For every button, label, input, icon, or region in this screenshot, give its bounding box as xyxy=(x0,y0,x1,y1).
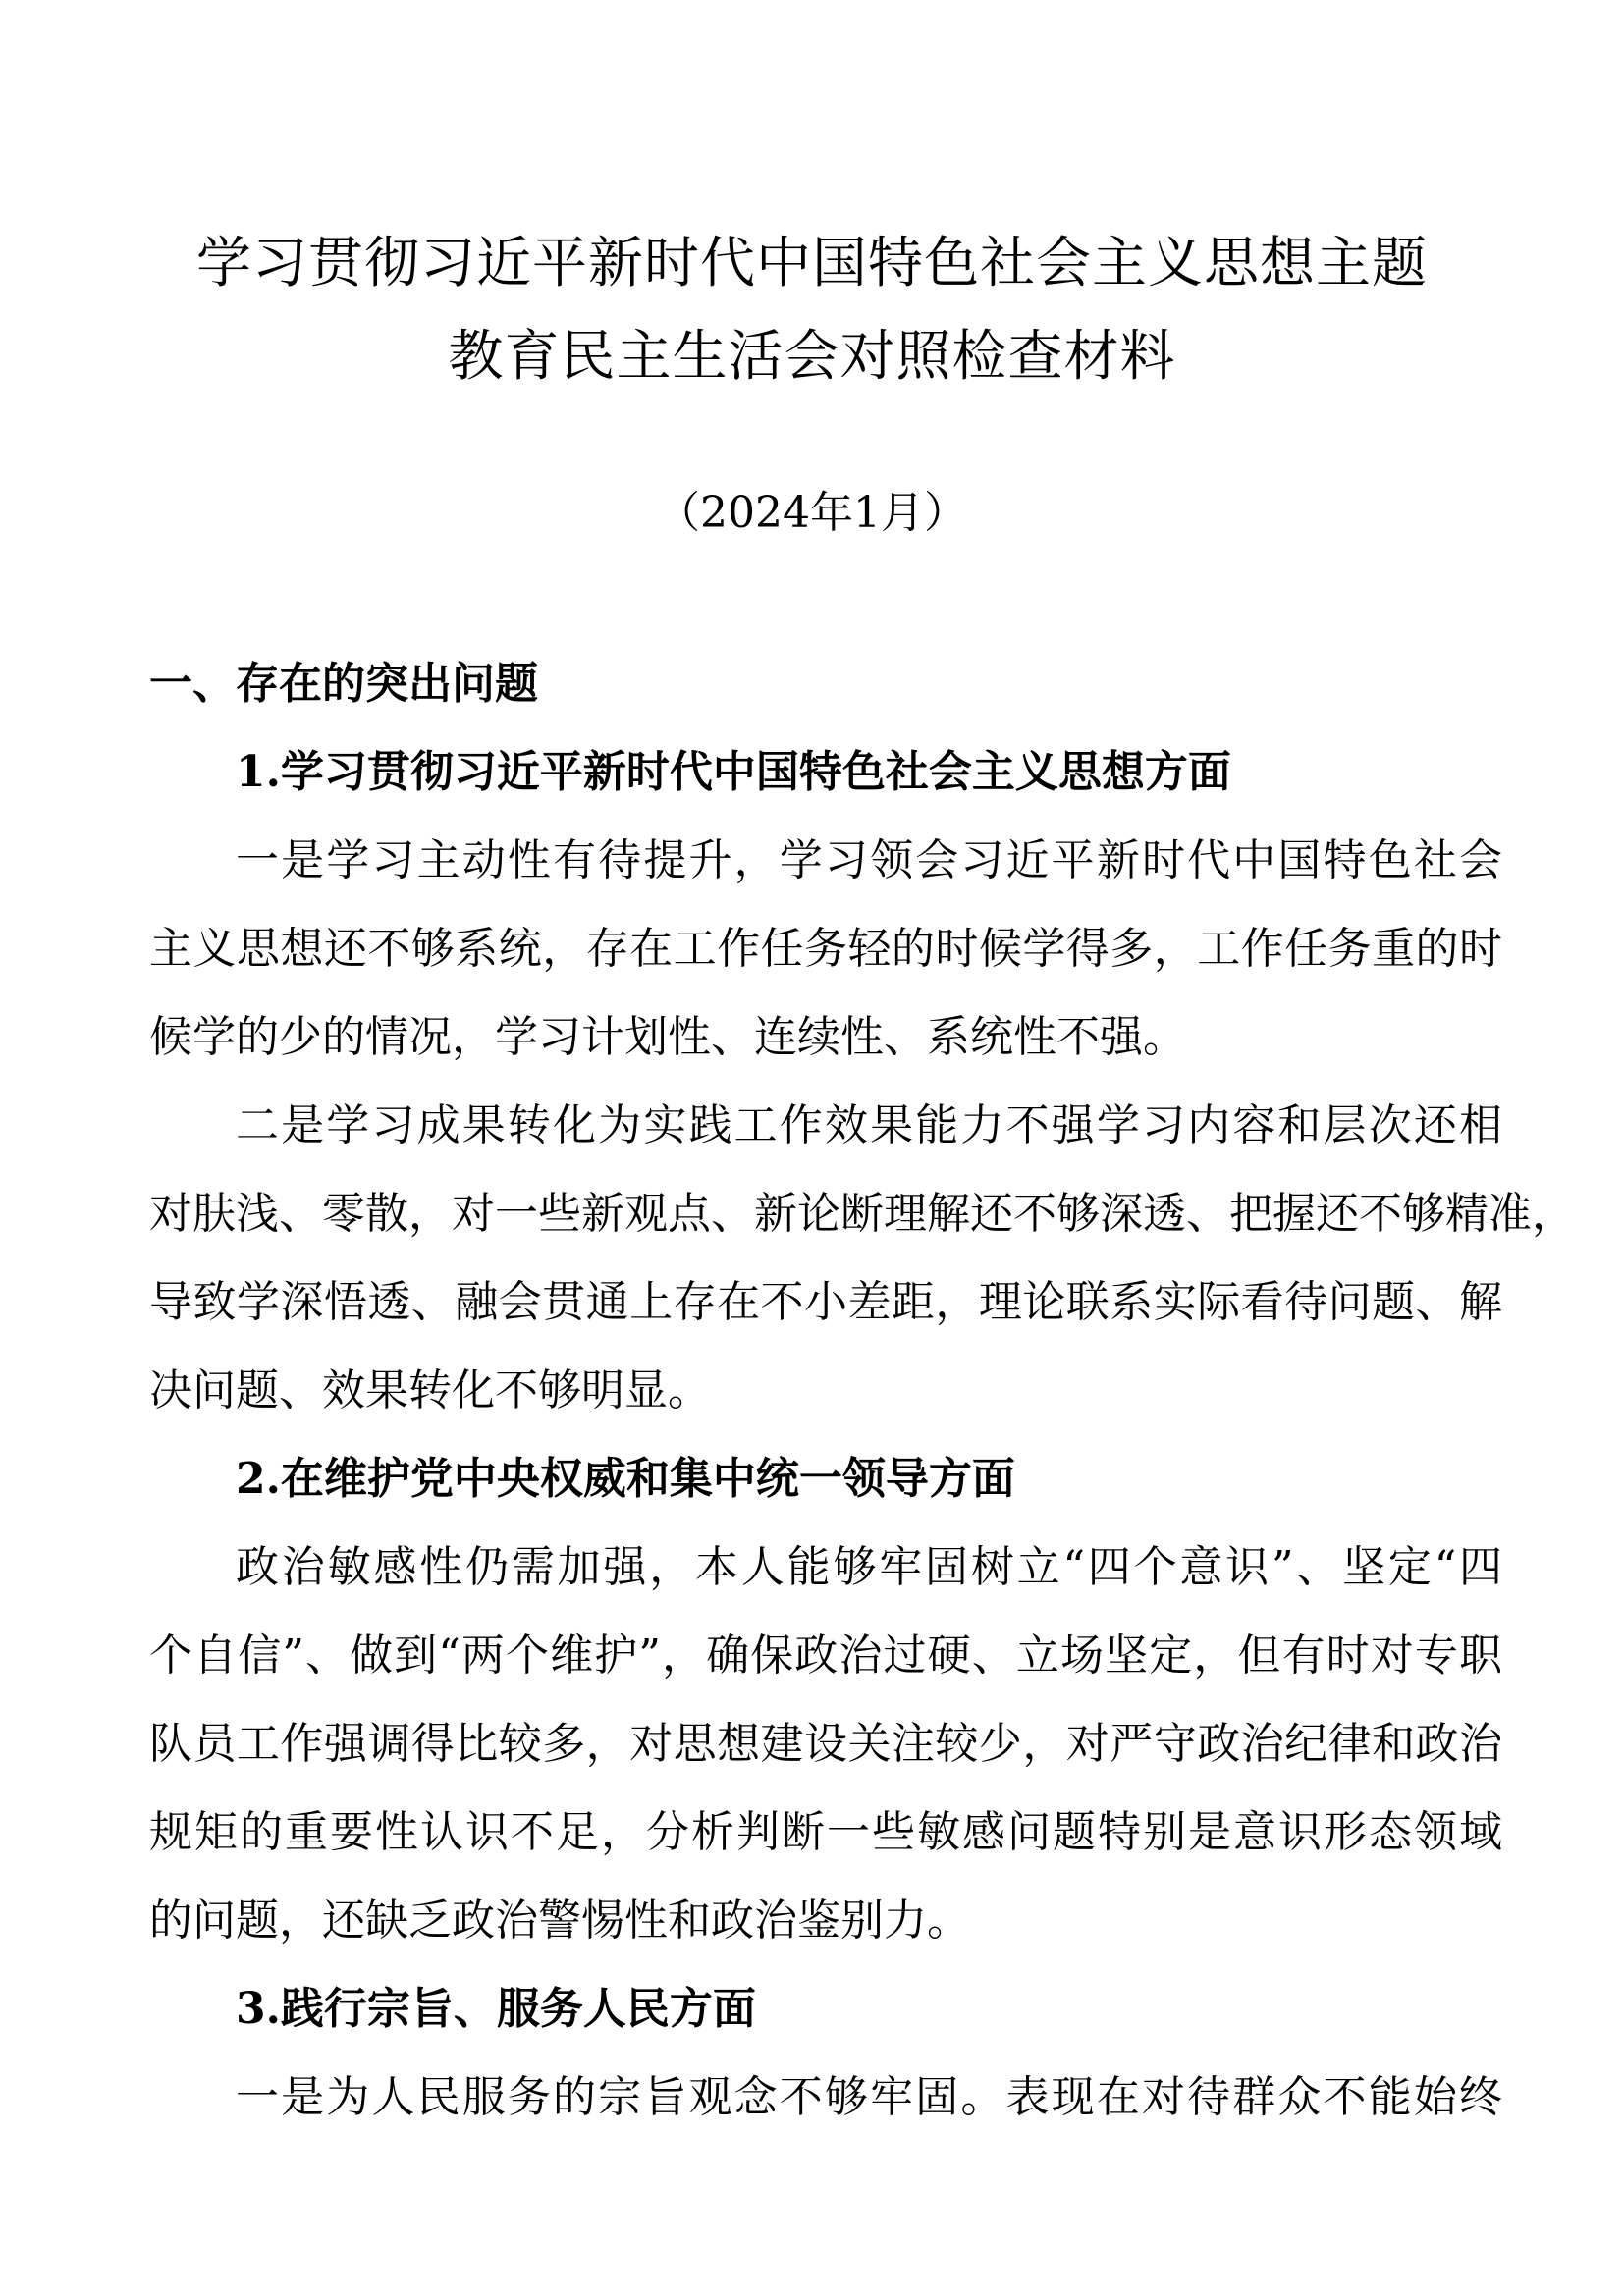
paragraph-line: 的问题，还缺乏政治警惕性和政治鉴别力。 xyxy=(149,1896,970,1946)
paragraph-line: 一是为人民服务的宗旨观念不够牢固。表现在对待群众不能始终 xyxy=(236,2072,1502,2122)
paragraph-line: 政治敏感性仍需加强，本人能够牢固树立“四个意识”、坚定“四 xyxy=(236,1542,1502,1592)
paragraph-line: 规矩的重要性认识不足，分析判断一些敏感问题特别是意识形态领域 xyxy=(149,1807,1502,1857)
paragraph-line: 个自信”、做到“两个维护”，确保政治过硬、立场坚定，但有时对专职 xyxy=(149,1630,1502,1681)
document-title-line-1: 学习贯彻习近平新时代中国特色社会主义思想主题 xyxy=(196,232,1428,295)
subsection-heading-3: 3.践行宗旨、服务人民方面 xyxy=(236,1984,756,2034)
paragraph-line: 一是学习主动性有待提升，学习领会习近平新时代中国特色社会 xyxy=(236,835,1502,885)
paragraph-line: 候学的少的情况，学习计划性、连续性、系统性不强。 xyxy=(149,1012,1186,1062)
paragraph-line: 决问题、效果转化不够明显。 xyxy=(149,1365,711,1415)
paragraph-line: 导致学深悟透、融会贯通上存在不小差距，理论联系实际看待问题、解 xyxy=(149,1277,1502,1327)
section-heading: 一、存在的突出问题 xyxy=(149,659,538,709)
paragraph-line: 主义思想还不够系统，存在工作任务轻的时候学得多，工作任务重的时 xyxy=(149,924,1502,974)
paragraph-line: 队员工作强调得比较多，对思想建设关注较少，对严守政治纪律和政治 xyxy=(149,1719,1502,1769)
subsection-heading-2: 2.在维护党中央权威和集中统一领导方面 xyxy=(236,1454,1015,1504)
paragraph-line: 二是学习成果转化为实践工作效果能力不强学习内容和层次还相 xyxy=(236,1100,1502,1150)
document-title-line-2: 教育民主生活会对照检查材料 xyxy=(448,325,1176,389)
document-date: （2024年1月） xyxy=(657,488,967,538)
subsection-heading-1: 1.学习贯彻习近平新时代中国特色社会主义思想方面 xyxy=(236,747,1231,797)
paragraph-line: 对肤浅、零散，对一些新观点、新论断理解还不够深透、把握还不够精准， xyxy=(149,1189,1575,1239)
